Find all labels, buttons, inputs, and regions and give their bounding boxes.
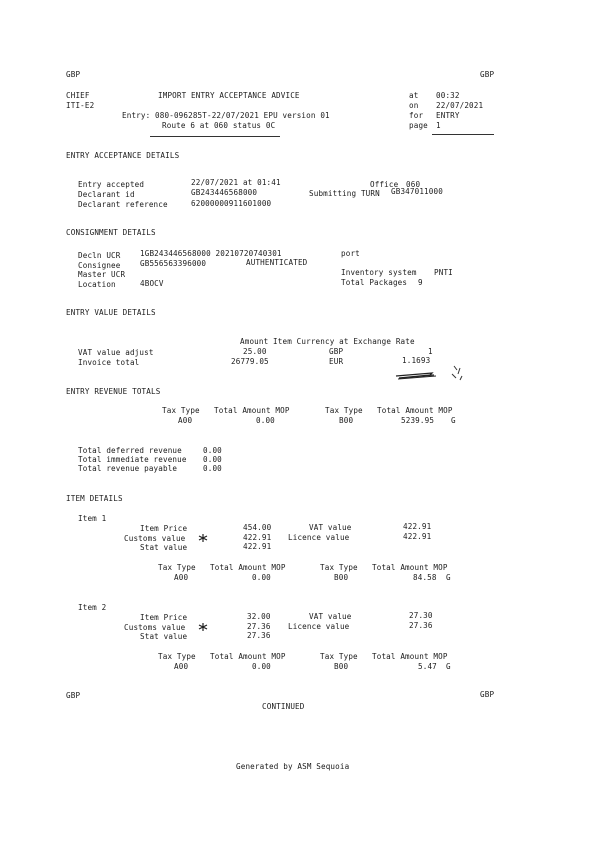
continued-label: CONTINUED: [262, 702, 305, 711]
currency-top-left: GBP: [66, 70, 81, 79]
item-title: Item 2: [78, 603, 107, 612]
tax-type-b: B00: [334, 662, 349, 671]
system-name: CHIEF: [66, 91, 90, 100]
currency-top-right: GBP: [480, 70, 495, 79]
item-price-label: Item Price: [140, 613, 188, 622]
tax-amount-a: 0.00: [256, 416, 275, 425]
customs-value: 27.36: [247, 622, 271, 631]
invoice-total-amount: 26779.05: [231, 357, 269, 366]
tax-type-header: Tax Type: [320, 563, 358, 572]
report-title: IMPORT ENTRY ACCEPTANCE ADVICE: [158, 91, 300, 100]
total-amount-header: Total Amount MOP: [214, 406, 290, 415]
declarant-ref-label: Declarant reference: [78, 200, 168, 209]
asterisk-mark-icon: [197, 533, 209, 543]
total-amount-header: Total Amount MOP: [372, 652, 448, 661]
vat-value-label: VAT value: [309, 612, 352, 621]
report-code: ITI-E2: [66, 101, 95, 110]
tax-type-a: A00: [178, 416, 193, 425]
decln-ucr-label: Decln UCR: [78, 251, 121, 260]
authenticated-flag: AUTHENTICATED: [246, 258, 308, 267]
licence-value: 27.36: [409, 621, 433, 630]
handwritten-mark-icon: [394, 360, 474, 384]
office-value: 060: [406, 180, 421, 189]
tax-type-b: B00: [339, 416, 354, 425]
invoice-total-label: Invoice total: [78, 358, 140, 367]
tax-mop-b: G: [446, 573, 451, 582]
entry-accepted-value: 22/07/2021 at 01:41: [191, 178, 281, 187]
page-number: 1: [436, 121, 441, 130]
time-label: at: [409, 91, 419, 100]
vat-adjust-amount: 25.00: [243, 347, 267, 356]
tax-amount-a: 0.00: [252, 573, 271, 582]
page-label: page: [409, 121, 428, 130]
section-heading: ITEM DETAILS: [66, 494, 123, 503]
submitting-label: Submitting TURN: [309, 189, 380, 198]
tax-amount-b: 5239.95: [401, 416, 435, 425]
for-label: for: [409, 111, 424, 120]
vat-value-label: VAT value: [309, 523, 352, 532]
stat-value-label: Stat value: [140, 543, 188, 552]
immediate-revenue-label: Total immediate revenue: [78, 455, 187, 464]
revenue-payable-value: 0.00: [203, 464, 222, 473]
customs-value-label: Customs value: [124, 623, 186, 632]
vat-value: 422.91: [403, 522, 432, 531]
declarant-id-label: Declarant id: [78, 190, 135, 199]
tax-type-header: Tax Type: [158, 652, 196, 661]
section-heading: ENTRY VALUE DETAILS: [66, 308, 156, 317]
location-value: 4BOCV: [140, 279, 164, 288]
customs-value: 422.91: [243, 533, 272, 542]
immediate-revenue-value: 0.00: [203, 455, 222, 464]
for-value: ENTRY: [436, 111, 460, 120]
tax-type-header: Tax Type: [162, 406, 200, 415]
decln-ucr-value: 1GB243446568000 20210720740301: [140, 249, 282, 258]
total-packages-value: 9: [418, 278, 423, 287]
customs-value-label: Customs value: [124, 534, 186, 543]
revenue-payable-label: Total revenue payable: [78, 464, 178, 473]
consignee-value: GB556563396000: [140, 259, 207, 268]
date-label: on: [409, 101, 419, 110]
master-ucr-label: Master UCR: [78, 270, 126, 279]
total-amount-header: Total Amount MOP: [210, 652, 286, 661]
licence-value-label: Licence value: [288, 533, 350, 542]
submitting-value: GB347011000: [391, 187, 443, 196]
total-packages-label: Total Packages: [341, 278, 408, 287]
location-label: Location: [78, 280, 116, 289]
tax-type-header: Tax Type: [325, 406, 363, 415]
tax-type-a: A00: [174, 573, 189, 582]
item-price-label: Item Price: [140, 524, 188, 533]
vat-adjust-label: VAT value adjust: [78, 348, 154, 357]
licence-value-label: Licence value: [288, 622, 350, 631]
licence-value: 422.91: [403, 532, 432, 541]
tax-type-b: B00: [334, 573, 349, 582]
currency-bottom-right: GBP: [480, 690, 495, 699]
invoice-currency: EUR: [329, 357, 344, 366]
vat-adjust-rate: 1: [428, 347, 433, 356]
tax-mop-b: G: [446, 662, 451, 671]
inventory-system-label: Inventory system: [341, 268, 417, 277]
entry-accepted-label: Entry accepted: [78, 180, 145, 189]
vat-value: 27.30: [409, 611, 433, 620]
section-heading: CONSIGNMENT DETAILS: [66, 228, 156, 237]
total-amount-header: Total Amount MOP: [372, 563, 448, 572]
inventory-system-value: PNTI: [434, 268, 453, 277]
route-status: Route 6 at 060 status 0C: [162, 121, 276, 130]
item-price-value: 454.00: [243, 523, 272, 532]
time-value: 00:32: [436, 91, 460, 100]
deferred-revenue-label: Total deferred revenue: [78, 446, 182, 455]
total-amount-header: Total Amount MOP: [377, 406, 453, 415]
declarant-id-value: GB243446568000: [191, 188, 258, 197]
office-label: Office: [370, 180, 399, 189]
tax-type-a: A00: [174, 662, 189, 671]
asterisk-mark-icon: [197, 622, 209, 632]
header-rule-right: [432, 134, 494, 135]
footer-generated-by: Generated by ASM Sequoia: [236, 762, 350, 771]
item-price-value: 32.00: [247, 612, 271, 621]
tax-amount-a: 0.00: [252, 662, 271, 671]
stat-value: 422.91: [243, 542, 272, 551]
stat-value: 27.36: [247, 631, 271, 640]
value-column-headers: Amount Item Currency at Exchange Rate: [240, 337, 415, 346]
header-rule-left: [150, 136, 280, 137]
tax-amount-b: 84.58: [413, 573, 437, 582]
tax-mop-b: G: [451, 416, 456, 425]
section-heading: ENTRY REVENUE TOTALS: [66, 387, 161, 396]
consignee-label: Consignee: [78, 261, 121, 270]
stat-value-label: Stat value: [140, 632, 188, 641]
entry-reference: Entry: 080-096285T-22/07/2021 EPU version 01: [122, 111, 330, 120]
deferred-revenue-value: 0.00: [203, 446, 222, 455]
currency-bottom-left: GBP: [66, 691, 81, 700]
date-value: 22/07/2021: [436, 101, 484, 110]
section-heading: ENTRY ACCEPTANCE DETAILS: [66, 151, 180, 160]
total-amount-header: Total Amount MOP: [210, 563, 286, 572]
tax-type-header: Tax Type: [158, 563, 196, 572]
invoice-exchange-rate: 1.1693: [402, 356, 431, 365]
tax-amount-b: 5.47: [418, 662, 437, 671]
port-label: port: [341, 249, 360, 258]
tax-type-header: Tax Type: [320, 652, 358, 661]
item-title: Item 1: [78, 514, 107, 523]
declarant-ref-value: 62000000911601000: [191, 199, 272, 208]
vat-adjust-currency: GBP: [329, 347, 344, 356]
